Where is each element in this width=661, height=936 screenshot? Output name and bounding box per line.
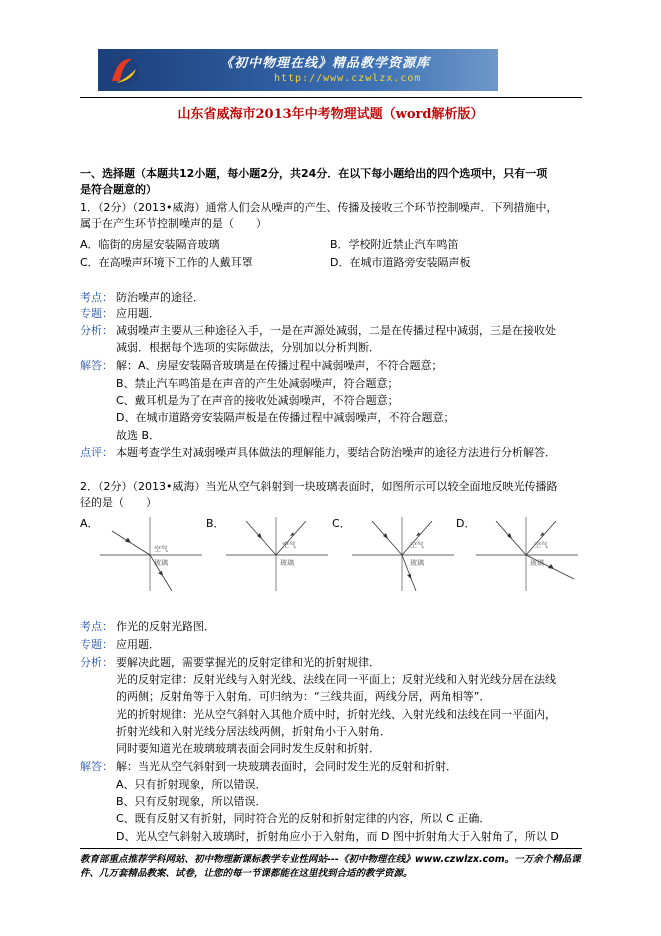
q2-stem-line-2: 径的是（ ）: [80, 496, 157, 509]
q1-stem-line-1: 1．（2分）（2013•威海）通常人们会从噪声的产生、传播及接收三个环节控制噪声．下列措施中，: [80, 201, 558, 214]
q1-jieda-line-4: D、在城市道路旁安装隔声板是在传播过程中减弱噪声，不符合题意；: [116, 411, 455, 424]
figure-d-glass-label: 玻璃: [530, 559, 544, 567]
q2-jieda-label: 解答：: [80, 760, 113, 773]
q1-zhuanti-label: 专题：: [80, 307, 113, 320]
q2-jieda-line-5: D、光从空气斜射入玻璃时，折射角应小于入射角，而 D 图中折射角大于入射角了，所以 D: [116, 830, 559, 843]
q2-fenxi-line-4: 光的折射规律：光从空气斜射入其他介质中时，折射光线、入射光线和法线在同一平面内，: [116, 708, 556, 721]
q1-kaodian-text: 防治噪声的途径．: [116, 291, 204, 304]
q1-option-a: A．临街的房屋安装隔音玻璃: [80, 238, 220, 251]
figure-a-air-label: 空气: [154, 545, 168, 553]
site-logo-icon: [102, 51, 142, 89]
section-heading-line-1: 一、选择题（本题共12小题，每小题2分，共24分．在以下每小题给出的四个选项中，只有一项: [80, 167, 548, 180]
q1-kaodian-label: 考点：: [80, 291, 113, 304]
figure-d-ray-diagram: [474, 515, 580, 595]
figure-d-reflected-ray: [526, 521, 556, 555]
q1-option-c: C．在高噪声环境下工作的人戴耳罩: [80, 256, 253, 269]
figure-a-arrow-out: [158, 571, 163, 576]
q1-fenxi-label: 分析：: [80, 324, 113, 337]
q1-option-d: D．在城市道路旁安装隔声板: [330, 256, 471, 269]
section-heading-line-2: 是符合题意的）: [80, 183, 157, 196]
q2-fenxi-line-1: 要解决此题，需要掌握光的反射定律和光的折射规律．: [116, 656, 380, 669]
q2-stem-line-1: 2．（2分）（2013•威海）当光从空气斜射到一块玻璃表面时，如图所示可以较全面地反映光传播路: [80, 480, 558, 493]
footer-line-1: 教育部重点推荐学科网站、初中物理新课标教学专业性网站---《初中物理在线》www.czwlzx.com。一万余个精品课: [80, 854, 581, 865]
figure-b-air-label: 空气: [282, 541, 296, 549]
q2-kaodian-text: 作光的反射光路图．: [116, 620, 215, 633]
q2-zhuanti-label: 专题：: [80, 638, 113, 651]
q2-jieda-line-1: 解：当光从空气斜射到一块玻璃表面时，会同时发生光的反射和折射．: [116, 760, 457, 773]
figure-d-air-label: 空气: [534, 541, 548, 549]
header-rule: [80, 97, 582, 98]
figure-c-label: C．: [332, 517, 351, 530]
figure-a-label: A．: [80, 517, 99, 530]
figure-b-label: B．: [206, 517, 225, 530]
figure-c-ray-diagram: [350, 515, 456, 595]
q2-zhuanti-text: 应用题．: [116, 638, 160, 651]
footer-rule: [80, 848, 582, 849]
q1-dianping-label: 点评：: [80, 446, 113, 459]
q2-fenxi-label: 分析：: [80, 656, 113, 669]
q2-jieda-line-4: C、既有反射又有折射，同时符合光的反射和折射定律的内容，所以 C 正确．: [116, 812, 491, 825]
q2-kaodian-label: 考点：: [80, 620, 113, 633]
q2-figures: [80, 515, 585, 595]
site-banner: [98, 49, 498, 91]
figure-b-reflected-ray: [276, 521, 306, 555]
document-title: 山东省威海市2013年中考物理试题（word解析版）: [177, 107, 484, 122]
figure-c-air-label: 空气: [410, 541, 424, 549]
figure-c-arrow-refract: [407, 574, 411, 579]
q1-jieda-line-3: C、戴耳机是为了在声音的接收处减弱噪声，不符合题意；: [116, 394, 399, 407]
q1-stem-line-2: 属于在产生环节控制噪声的是（ ）: [80, 217, 267, 230]
q1-jieda-label: 解答：: [80, 359, 113, 372]
figure-b-ray-diagram: [224, 515, 330, 595]
q1-fenxi-line-1: 减弱噪声主要从三种途径入手，一是在声源处减弱，二是在传播过程中减弱，三是在接收处: [116, 324, 556, 337]
q1-dianping-text: 本题考查学生对减弱噪声具体做法的理解能力，要结合防治噪声的途径方法进行分析解答．: [116, 446, 556, 459]
figure-c-glass-label: 玻璃: [410, 559, 424, 567]
q2-jieda-line-2: A、只有折射现象，所以错误．: [116, 778, 267, 791]
q2-fenxi-line-2: 光的反射定律：反射光线与入射光线、法线在同一平面上；反射光线和入射光线分居在法线: [116, 673, 556, 686]
q1-option-b: B．学校附近禁止汽车鸣笛: [330, 238, 459, 251]
q1-fenxi-line-2: 减弱．根据每个选项的实际做法，分别加以分析判断．: [116, 341, 380, 354]
q2-fenxi-line-6: 同时要知道光在玻璃玻璃表面会同时发生反射和折射．: [116, 742, 380, 755]
figure-c-reflected-ray: [402, 521, 432, 555]
q2-fenxi-line-3: 的两侧；反射角等于入射角．可归纳为：“三线共面，两线分居，两角相等”．: [116, 690, 491, 703]
banner-url: http://www.czwlzx.com: [274, 73, 422, 84]
figure-d-label: D．: [456, 517, 476, 530]
footer-line-2: 件、几万套精品教案、试卷，让您的每一节课都能在这里找到合适的教学资源。: [80, 868, 413, 879]
q1-jieda-line-5: 故选 B．: [116, 429, 161, 442]
figure-a-ray-diagram: [98, 515, 204, 595]
q2-fenxi-line-5: 折射光线和入射光线分居法线两侧，折射角小于入射角．: [116, 725, 391, 738]
q1-jieda-line-1: 解：A、房屋安装隔音玻璃是在传播过程中减弱噪声，不符合题意；: [116, 359, 443, 372]
figure-a-glass-label: 玻璃: [154, 559, 168, 567]
q1-jieda-line-2: B、禁止汽车鸣笛是在声音的产生处减弱噪声，符合题意；: [116, 377, 399, 390]
figure-b-glass-label: 玻璃: [280, 559, 294, 567]
q1-zhuanti-text: 应用题．: [116, 307, 160, 320]
banner-title: 《初中物理在线》精品教学资源库: [220, 56, 431, 71]
q2-jieda-line-3: B、只有反射现象，所以错误．: [116, 795, 267, 808]
